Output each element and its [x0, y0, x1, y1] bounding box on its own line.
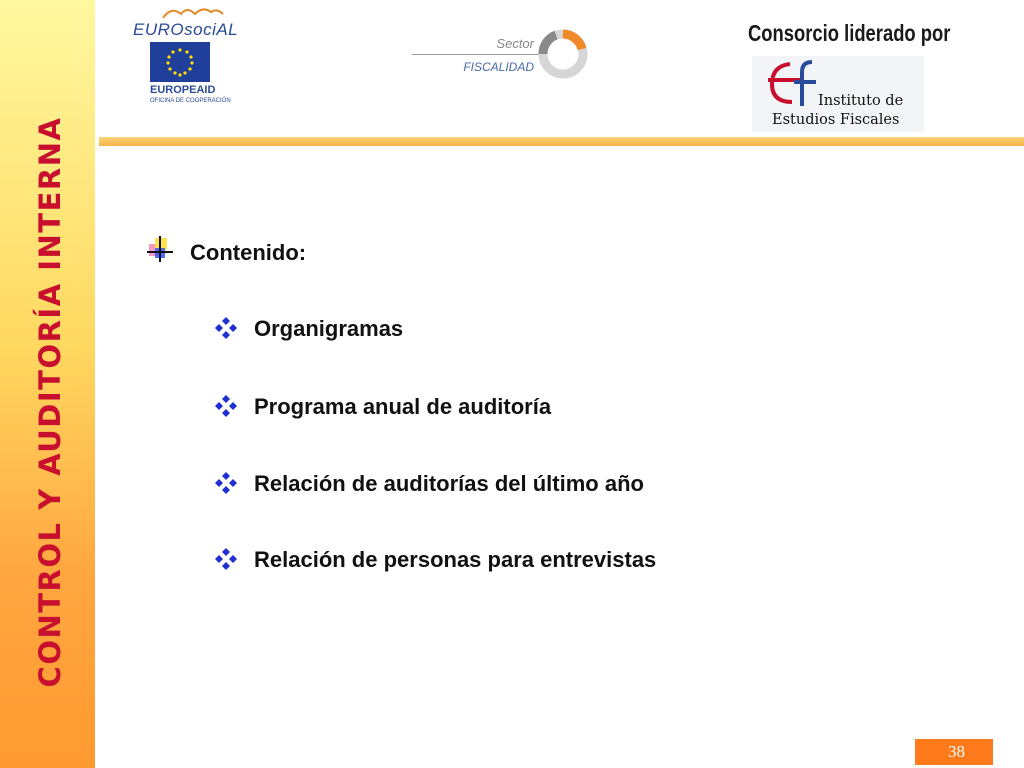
sidebar	[0, 0, 95, 768]
europeaid-label: EUROPEAID	[150, 84, 216, 96]
institute-line2: Estudios Fiscales	[772, 112, 900, 128]
diamond-bullet-icon	[214, 471, 238, 495]
eu-flag-icon	[150, 42, 210, 82]
oficina-label: OFICINA DE COOPERACIÓN	[150, 98, 231, 104]
eurosocial-brand: EUROsociAL	[133, 20, 239, 39]
item-text: Programa anual de auditoría	[254, 394, 552, 419]
ring-icon	[536, 27, 590, 81]
ief-monogram-icon	[766, 58, 822, 110]
eurosocial-logo	[128, 4, 239, 114]
sector-fiscalidad-logo	[412, 24, 592, 84]
header-rule	[99, 137, 1024, 146]
item-text: Organigramas	[254, 316, 404, 341]
diamond-bullet-icon	[214, 547, 238, 571]
heading-label: Contenido:	[190, 240, 307, 265]
vertical-title: CONTROL Y AUDITORÍA INTERNA	[33, 116, 67, 688]
page-number-badge	[915, 739, 993, 765]
diamond-bullet-icon	[214, 394, 238, 418]
diamond-bullet-icon	[214, 316, 238, 340]
institute-line1: Instituto de	[818, 93, 904, 109]
sector-label: Sector	[496, 36, 534, 51]
consortium-text: Consorcio liderado por	[748, 20, 951, 46]
colored-square-bullet-icon	[145, 236, 175, 264]
ief-logo	[752, 56, 924, 132]
item-text: Relación de personas para entrevistas	[254, 547, 657, 572]
item-text: Relación de auditorías del último año	[254, 471, 644, 496]
page-number: 38	[948, 742, 965, 761]
logo-divider	[412, 54, 542, 55]
fiscalidad-label: FISCALIDAD	[463, 60, 534, 74]
